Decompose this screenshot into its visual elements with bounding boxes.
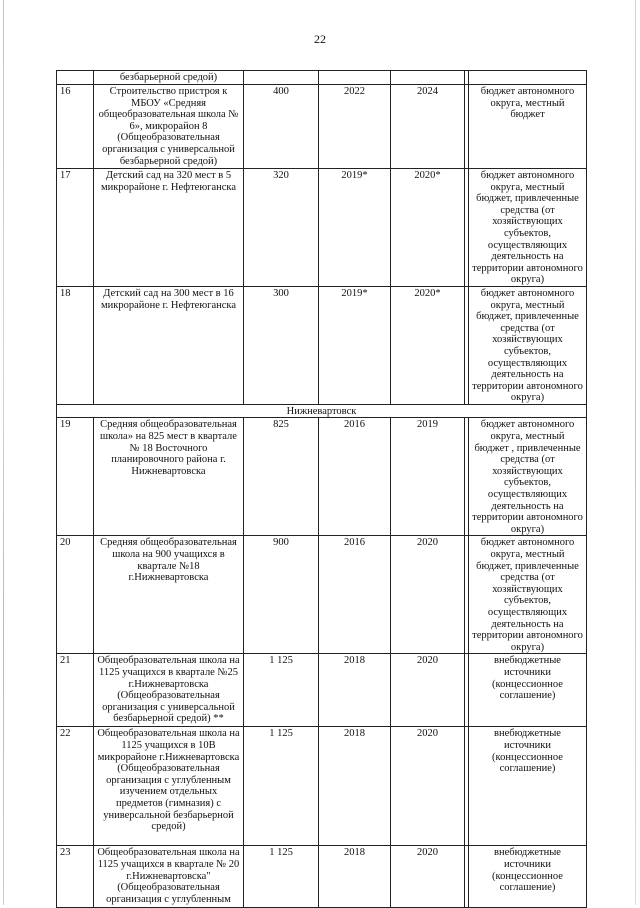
cell-num: 20 <box>57 536 94 654</box>
table-row <box>57 169 587 287</box>
cell-source <box>469 71 587 85</box>
cell-capacity: 825 <box>244 418 319 536</box>
cell-num: 18 <box>57 286 94 404</box>
table-row <box>57 846 587 908</box>
cell-source: бюджет автономного округа, местный бюджет, привлеченные средства (от хозяйствующих субъектов, осуществляющих деятельность на территории автономного округа) <box>469 169 587 287</box>
cell-start: 2018 <box>319 654 391 727</box>
cell-capacity: 320 <box>244 169 319 287</box>
cell-end: 2019 <box>391 418 465 536</box>
cell-source: бюджет автономного округа, местный бюджет , привлеченные средства (от хозяйствующих субъектов, осуществляющих деятельность на территории автономного округа) <box>469 418 587 536</box>
cell-num: 16 <box>57 85 94 169</box>
cell-num: 21 <box>57 654 94 727</box>
cell-name: Строительство пристроя к МБОУ «Средняя общеобразовательная школа № 6», микрорайон 8 (Общеобразовательная организация с универсальной безбарьерной средой) <box>94 85 244 169</box>
cell-source: внебюджетные источники (концессионное соглашение) <box>469 846 587 908</box>
cell-num <box>57 71 94 85</box>
region-header-row <box>57 404 587 418</box>
cell-source: бюджет автономного округа, местный бюджет <box>469 85 587 169</box>
cell-end: 2020 <box>391 727 465 846</box>
scan-edge-right <box>635 0 636 905</box>
cell-end <box>391 71 465 85</box>
cell-name: Средняя общеобразовательная школа на 900 учащихся в квартале №18 г.Нижневартовска <box>94 536 244 654</box>
cell-end: 2020* <box>391 286 465 404</box>
cell-source: внебюджетные источники (концессионное соглашение) <box>469 654 587 727</box>
cell-num: 22 <box>57 727 94 846</box>
cell-end: 2020 <box>391 654 465 727</box>
cell-name: Общеобразовательная школа на 1125 учащихся в квартале №25 г.Нижневартовска (Общеобразовательная организация с универсальной безбарьерной средой) ** <box>94 654 244 727</box>
table-row <box>57 536 587 654</box>
cell-end: 2020 <box>391 536 465 654</box>
cell-capacity: 900 <box>244 536 319 654</box>
cell-end: 2020* <box>391 169 465 287</box>
table-row-continuation <box>57 71 587 85</box>
cell-source: внебюджетные источники (концессионное соглашение) <box>469 727 587 846</box>
construction-table <box>56 70 587 908</box>
cell-start: 2022 <box>319 85 391 169</box>
cell-capacity: 1 125 <box>244 654 319 727</box>
cell-name: Общеобразовательная школа на 1125 учащихся в квартале № 20 г.Нижневартовска" (Общеобразовательная организация с углубленным <box>94 846 244 908</box>
cell-capacity: 1 125 <box>244 727 319 846</box>
cell-capacity <box>244 71 319 85</box>
cell-end: 2024 <box>391 85 465 169</box>
cell-num: 23 <box>57 846 94 908</box>
cell-capacity: 400 <box>244 85 319 169</box>
cell-start: 2019* <box>319 169 391 287</box>
cell-start: 2018 <box>319 727 391 846</box>
cell-capacity: 1 125 <box>244 846 319 908</box>
table-row <box>57 727 587 846</box>
cell-start: 2019* <box>319 286 391 404</box>
cell-start: 2016 <box>319 418 391 536</box>
scan-edge-left <box>3 0 4 905</box>
cell-name: Детский сад на 300 мест в 16 микрорайоне г. Нефтеюганска <box>94 286 244 404</box>
cell-start <box>319 71 391 85</box>
cell-num: 19 <box>57 418 94 536</box>
cell-name: безбарьерной средой) <box>94 71 244 85</box>
cell-end: 2020 <box>391 846 465 908</box>
cell-source: бюджет автономного округа, местный бюджет, привлеченные средства (от хозяйствующих субъектов, осуществляющих деятельность на территории автономного округа) <box>469 536 587 654</box>
cell-num: 17 <box>57 169 94 287</box>
page-number: 22 <box>314 32 326 46</box>
table-row <box>57 654 587 727</box>
table-row <box>57 418 587 536</box>
cell-start: 2016 <box>319 536 391 654</box>
cell-name: Средняя общеобразовательная школа» на 825 мест в квартале № 18 Восточного планировочного района г. Нижневартовска <box>94 418 244 536</box>
table-row <box>57 85 587 169</box>
region-header: Нижневартовск <box>57 404 587 418</box>
cell-name: Общеобразовательная школа на 1125 учащихся в 10В микрорайоне г.Нижневартовска (Общеобразовательная организация с углубленным изучением отдельных предметов (гимназия) с универсальной безбарьерной средой) <box>94 727 244 846</box>
cell-capacity: 300 <box>244 286 319 404</box>
cell-source: бюджет автономного округа, местный бюджет, привлеченные средства (от хозяйствующих субъектов, осуществляющих деятельность на территории автономного округа) <box>469 286 587 404</box>
cell-start: 2018 <box>319 846 391 908</box>
cell-name: Детский сад на 320 мест в 5 микрорайоне г. Нефтеюганска <box>94 169 244 287</box>
table-row <box>57 286 587 404</box>
